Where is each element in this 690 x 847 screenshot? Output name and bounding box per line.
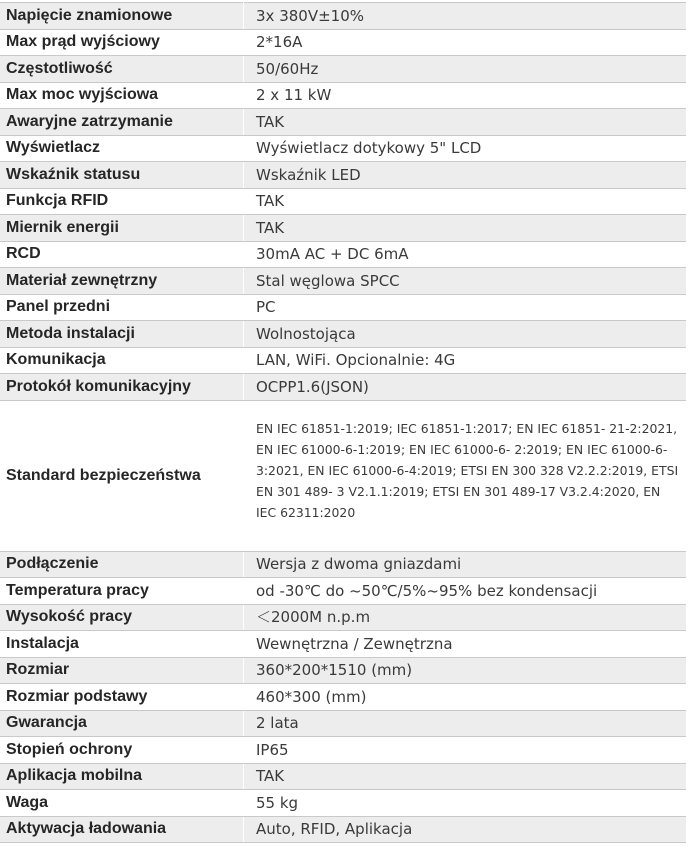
spec-row [0, 56, 686, 83]
spec-label: Wskaźnik statusu [0, 162, 244, 189]
spec-value: ＜2000M n.p.m [244, 604, 687, 631]
spec-row [0, 374, 686, 401]
spec-row [0, 3, 686, 30]
spec-label: RCD [0, 241, 244, 268]
spec-value: LAN, WiFi. Opcionalnie: 4G [244, 347, 687, 374]
spec-label: Metoda instalacji [0, 321, 244, 348]
spec-value: od -30℃ do ~50℃/5%~95% bez kondensacji [244, 578, 687, 605]
spec-label: Miernik energii [0, 215, 244, 242]
spec-label: Wyświetlacz [0, 135, 244, 162]
spec-label: Komunikacja [0, 347, 244, 374]
spec-row [0, 241, 686, 268]
spec-label: Panel przedni [0, 294, 244, 321]
spec-label: Stopień ochrony [0, 737, 244, 764]
spec-label: Rozmiar podstawy [0, 684, 244, 711]
spec-value: 55 kg [244, 790, 687, 817]
spec-value: Stal węglowa SPCC [244, 268, 687, 295]
spec-value: PC [244, 294, 687, 321]
spec-row [0, 29, 686, 56]
spec-row [0, 657, 686, 684]
spec-label: Aplikacja mobilna [0, 763, 244, 790]
spec-value: 2 lata [244, 710, 687, 737]
spec-label: Częstotliwość [0, 56, 244, 83]
spec-label: Waga [0, 790, 244, 817]
spec-row [0, 684, 686, 711]
spec-row [0, 710, 686, 737]
spec-row [0, 82, 686, 109]
spec-row [0, 763, 686, 790]
spec-value: Wyświetlacz dotykowy 5" LCD [244, 135, 687, 162]
spec-row [0, 790, 686, 817]
spec-value: OCPP1.6(JSON) [244, 374, 687, 401]
spec-value: Wskaźnik LED [244, 162, 687, 189]
spec-value: TAK [244, 763, 687, 790]
spec-row [0, 816, 686, 843]
spec-label: Temperatura pracy [0, 578, 244, 605]
spec-label: Funkcja RFID [0, 188, 244, 215]
spec-row [0, 215, 686, 242]
spec-value: 30mA AC + DC 6mA [244, 241, 687, 268]
spec-value: 460*300 (mm) [244, 684, 687, 711]
spec-label: Max moc wyjściowa [0, 82, 244, 109]
spec-label: Awaryjne zatrzymanie [0, 109, 244, 136]
spec-row [0, 109, 686, 136]
spec-value: TAK [244, 109, 687, 136]
spec-row [0, 347, 686, 374]
spec-value: TAK [244, 215, 687, 242]
spec-label: Wysokość pracy [0, 604, 244, 631]
spec-row [0, 135, 686, 162]
spec-row [0, 578, 686, 605]
spec-value: IP65 [244, 737, 687, 764]
spec-row [0, 551, 686, 578]
spec-row [0, 604, 686, 631]
spec-value: 50/60Hz [244, 56, 687, 83]
spec-row [0, 321, 686, 348]
spec-row [0, 188, 686, 215]
spec-label: Standard bezpieczeństwa [0, 400, 244, 551]
spec-row [0, 737, 686, 764]
spec-value: Wersja z dwoma gniazdami [244, 551, 687, 578]
spec-label: Max prąd wyjściowy [0, 29, 244, 56]
spec-label: Napięcie znamionowe [0, 3, 244, 30]
spec-value: 2*16A [244, 29, 687, 56]
spec-label: Instalacja [0, 631, 244, 658]
specification-table [0, 2, 686, 843]
spec-value: Wewnętrzna / Zewnętrzna [244, 631, 687, 658]
spec-value [244, 400, 687, 551]
spec-label: Gwarancja [0, 710, 244, 737]
spec-row [0, 631, 686, 658]
spec-row [0, 294, 686, 321]
spec-label: Podłączenie [0, 551, 244, 578]
spec-value: Wolnostojąca [244, 321, 687, 348]
spec-value: 3x 380V±10% [244, 3, 687, 30]
spec-value-text: EN IEC 61851-1:2019; IEC 61851-1:2017; EN IEC 61851- 21-2:2021, EN IEC 61000-6-1:2019; EN IEC 61000-6- 2:2019; EN IEC 61000-6-3:2021, EN IEC 61000-6-4:2019; ETSI EN 300 328 V2.2.2:2019, ETSI EN 301 489- 3 V2.1.1:2019; ETSI EN 301 489-17 V3.2.4:2020, EN IEC 62311:2020 [256, 421, 679, 520]
spec-label: Materiał zewnętrzny [0, 268, 244, 295]
spec-value: Auto, RFID, Aplikacja [244, 816, 687, 843]
spec-row-tall [0, 400, 686, 551]
spec-value: 2 x 11 kW [244, 82, 687, 109]
spec-row [0, 162, 686, 189]
spec-label: Aktywacja ładowania [0, 816, 244, 843]
spec-value: TAK [244, 188, 687, 215]
spec-row [0, 268, 686, 295]
spec-label: Rozmiar [0, 657, 244, 684]
spec-label: Protokół komunikacyjny [0, 374, 244, 401]
specification-table-body [0, 3, 686, 843]
spec-value: 360*200*1510 (mm) [244, 657, 687, 684]
